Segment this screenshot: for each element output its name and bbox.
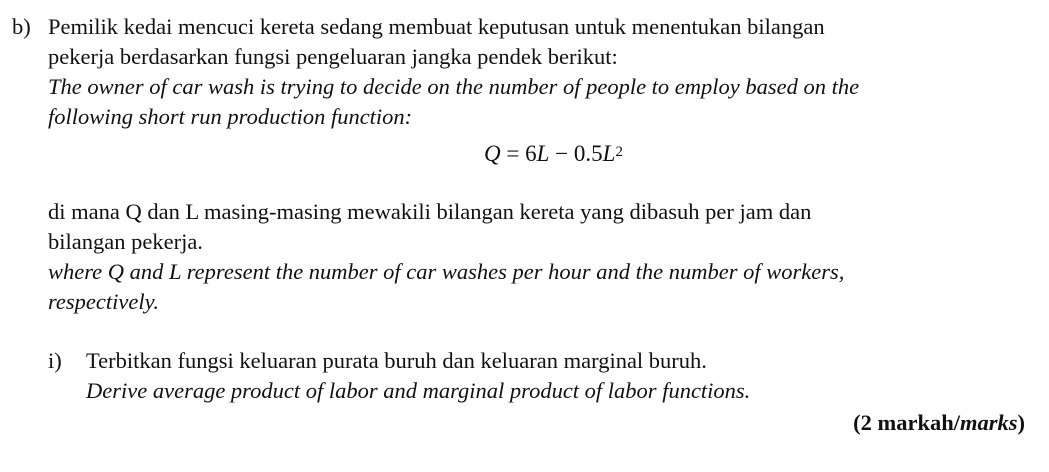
subquestion-label: i)	[48, 348, 62, 373]
intro-english-line-2: following short run production function:	[48, 104, 413, 129]
production-function-equation	[484, 139, 623, 169]
intro-malay-line-1: Pemilik kedai mencuci kereta sedang membuat keputusan untuk menentukan bilangan	[48, 14, 825, 39]
equation-equals: = 6	[500, 141, 537, 166]
equation-minus: − 0.5	[549, 141, 603, 166]
where-malay-line-1: di mana Q dan L masing-masing mewakili bilangan kereta yang dibasuh per jam dan	[48, 199, 812, 224]
intro-malay-line-2: pekerja berdasarkan fungsi pengeluaran jangka pendek berikut:	[48, 44, 618, 69]
subquestion-malay: Terbitkan fungsi keluaran purata buruh dan keluaran marginal buruh.	[86, 348, 707, 373]
equation-exponent: 2	[615, 144, 623, 160]
where-english-line-1: where Q and L represent the number of car washes per hour and the number of workers,	[48, 259, 845, 284]
where-english-line-2: respectively.	[48, 289, 159, 314]
equation-var-l: L	[536, 141, 550, 166]
equation-var-l-squared: L	[602, 141, 616, 166]
marks-prefix: (2 markah/	[853, 410, 960, 435]
intro-english-line-1: The owner of car wash is trying to decide on the number of people to employ based on the	[48, 74, 860, 99]
where-malay-line-2: bilangan pekerja.	[48, 229, 203, 254]
question-label: b)	[12, 14, 31, 39]
subquestion-english: Derive average product of labor and marginal product of labor functions.	[86, 378, 751, 403]
marks-label	[853, 410, 1025, 436]
equation-lhs: Q	[484, 141, 501, 166]
marks-italic: marks	[959, 410, 1018, 435]
marks-suffix: )	[1017, 410, 1025, 435]
